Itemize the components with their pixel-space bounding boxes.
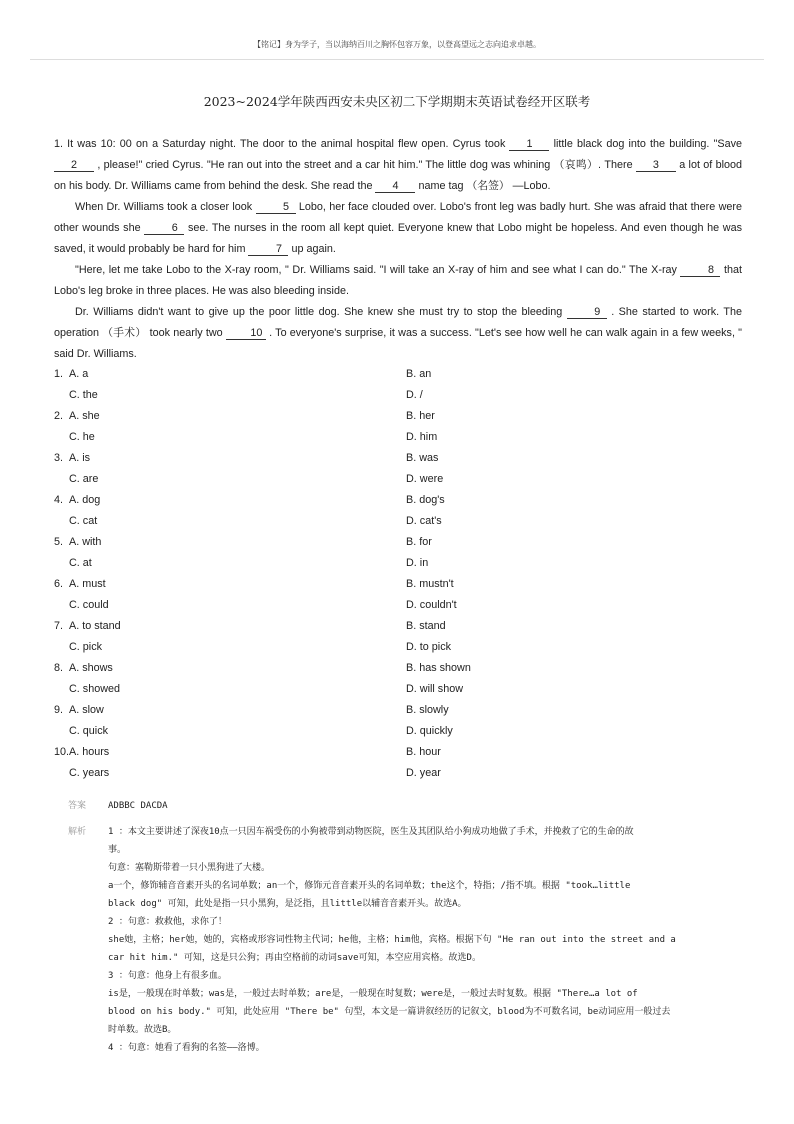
passage-text: Lobo, her face clouded over. Lobo's front leg was badly hurt. She was afraid that there were other wounds she	[54, 201, 742, 234]
question-row	[54, 679, 742, 700]
question-number: 9.	[54, 704, 64, 716]
option-b: B. slowly	[406, 704, 449, 716]
passage-text: up again.	[288, 243, 336, 255]
answer-block	[68, 795, 728, 1057]
analysis-line: she她，主格；her她，她的，宾格或形容词性物主代词；he他，主格；him他，宾格。根据下句 "He ran out into the street and a	[108, 935, 676, 945]
option-c: C. he	[69, 431, 95, 443]
passage-text: When Dr. Williams took a closer look	[75, 201, 256, 213]
option-b: B. stand	[406, 620, 446, 632]
blank-1: 1	[509, 138, 549, 151]
option-a: A. slow	[69, 704, 104, 716]
analysis-body	[108, 823, 728, 1057]
option-c: C. years	[69, 767, 110, 779]
question-number: 3.	[54, 452, 64, 464]
passage	[54, 134, 742, 365]
question-row	[54, 406, 742, 427]
option-b: B. mustn't	[406, 578, 454, 590]
analysis-line: blood on his body." 可知，此处应用 "There be" 句型，本文是一篇讲叙经历的记叙文，blood为不可数名词，be动词应用一般过去	[108, 1007, 671, 1017]
blank-6: 6	[144, 222, 184, 235]
question-row	[54, 616, 742, 637]
analysis-line: 2 ：句意：救救他，求你了！	[108, 917, 227, 927]
option-d: D. couldn't	[406, 599, 457, 611]
blank-9: 9	[567, 306, 607, 319]
option-a: A. hours	[69, 746, 110, 758]
page-title: 2023~2024学年陕西西安未央区初二下学期期末英语试卷经开区联考	[203, 94, 591, 109]
question-number: 10.	[54, 746, 70, 758]
question-row	[54, 595, 742, 616]
question-row	[54, 658, 742, 679]
option-d: D. /	[406, 389, 423, 401]
option-c: C. cat	[69, 515, 98, 527]
option-c: C. could	[69, 599, 109, 611]
options-list	[54, 364, 742, 784]
option-d: D. cat's	[406, 515, 442, 527]
question-row	[54, 532, 742, 553]
passage-text: little black dog into the building. "Save	[549, 138, 742, 150]
passage-paragraph-4	[54, 302, 742, 365]
option-b: B. dog's	[406, 494, 445, 506]
option-a: A. dog	[69, 494, 101, 506]
question-number: 1.	[54, 368, 64, 380]
question-row	[54, 574, 742, 595]
question-number: 5.	[54, 536, 64, 548]
passage-paragraph-3	[54, 260, 742, 302]
question-row	[54, 469, 742, 490]
option-c: C. pick	[69, 641, 102, 653]
header-divider	[30, 59, 764, 60]
question-number: 8.	[54, 662, 64, 674]
option-a: A. shows	[69, 662, 113, 674]
passage-text: a lot of blood on his body. Dr. Williams came from behind the desk. She read the	[54, 159, 742, 192]
option-b: B. for	[406, 536, 432, 548]
option-b: B. an	[406, 368, 432, 380]
question-row	[54, 763, 742, 784]
option-b: B. her	[406, 410, 435, 422]
option-c: C. quick	[69, 725, 109, 737]
blank-10: 10	[226, 327, 266, 340]
analysis-line: is是，一般现在时单数；was是，一般过去时单数；are是，一般现在时复数；were是，一般过去时复数。根据 "There…a lot of	[108, 989, 638, 999]
option-a: A. a	[69, 368, 89, 380]
analysis-line: 1 ：本文主要讲述了深夜10点一只因车祸受伤的小狗被带到动物医院，医生及其团队给小狗成功地做了手术，并挽救了它的生命的故	[108, 827, 634, 837]
question-number: 4.	[54, 494, 64, 506]
passage-text: . To everyone's surprise, it was a success. "Let's see how well he can walk again in a few weeks, " said Dr. Williams.	[54, 327, 743, 360]
analysis-line: car hit him." 可知，这是只公狗；再由空格前的动词save可知，本空应用宾格。故选D。	[108, 953, 481, 963]
blank-8: 8	[680, 264, 720, 277]
passage-text: , please!" cried Cyrus. "He ran out into the street and a car hit him." The little dog was whining （哀鸣）. There	[94, 159, 636, 171]
passage-text: see. The nurses in the room all kept quiet. Everyone knew that Lobo might be hopeless. And even though he was saved, it would probably be hard for him	[54, 222, 743, 255]
analysis-line: a一个，修饰辅音音素开头的名词单数；an一个，修饰元音音素开头的名词单数；the这个，特指；/指不填。根据 "took…little	[108, 881, 631, 891]
blank-4: 4	[375, 180, 415, 193]
header-motto: 【铭记】身为学子，当以海纳百川之胸怀包容万象，以登高望远之志向追求卓越。	[253, 40, 541, 49]
analysis-line: 事。	[108, 845, 127, 855]
question-row	[54, 700, 742, 721]
passage-text: . She started to work. The operation （手术） took nearly two	[54, 306, 742, 339]
option-b: B. hour	[406, 746, 441, 758]
question-row	[54, 427, 742, 448]
option-d: D. were	[406, 473, 444, 485]
question-row	[54, 490, 742, 511]
passage-text: name tag （名签） —Lobo.	[415, 180, 551, 192]
option-a: A. with	[69, 536, 102, 548]
passage-text: that Lobo's leg broke in three places. He was also bleeding inside.	[54, 264, 742, 297]
analysis-line: black dog" 可知，此处是指一只小黑狗，是泛指，且little以辅音音素开头。故选A。	[108, 899, 467, 909]
passage-text: Dr. Williams didn't want to give up the poor little dog. She knew she must try to stop the bleeding	[75, 306, 567, 318]
option-d: D. will show	[406, 683, 463, 695]
question-row	[54, 385, 742, 406]
question-row	[54, 742, 742, 763]
question-row	[54, 553, 742, 574]
analysis-section	[68, 823, 728, 1057]
option-b: B. has shown	[406, 662, 471, 674]
option-b: B. was	[406, 452, 439, 464]
blank-2: 2	[54, 159, 94, 172]
analysis-line: 句意：塞勒斯带着一只小黑狗进了大楼。	[108, 863, 271, 873]
passage-text: 1. It was 10: 00 on a Saturday night. The door to the animal hospital flew open. Cyrus took	[54, 138, 510, 150]
answer-value: ADBBC DACDA	[108, 801, 168, 811]
passage-text: "Here, let me take Lobo to the X-ray room, " Dr. Williams said. "I will take an X-ray of him and see what I can do." The X-ray	[75, 264, 681, 276]
answer-row	[68, 795, 728, 817]
question-number: 6.	[54, 578, 64, 590]
option-c: C. the	[69, 389, 98, 401]
question-number: 2.	[54, 410, 64, 422]
question-row	[54, 364, 742, 385]
analysis-line: 时单数。故选B。	[108, 1025, 177, 1035]
option-a: A. is	[69, 452, 90, 464]
option-d: D. to pick	[406, 641, 452, 653]
option-c: C. showed	[69, 683, 121, 695]
option-d: D. in	[406, 557, 429, 569]
question-row	[54, 637, 742, 658]
passage-paragraph-1	[54, 134, 742, 197]
option-c: C. are	[69, 473, 99, 485]
question-row	[54, 511, 742, 532]
blank-3: 3	[636, 159, 676, 172]
blank-7: 7	[248, 243, 288, 256]
question-number: 7.	[54, 620, 64, 632]
option-c: C. at	[69, 557, 92, 569]
analysis-label: 解析	[68, 827, 87, 837]
analysis-line: 3 ：句意：他身上有很多血。	[108, 971, 227, 981]
option-a: A. must	[69, 578, 106, 590]
question-row	[54, 721, 742, 742]
option-d: D. year	[406, 767, 441, 779]
blank-5: 5	[256, 201, 296, 214]
analysis-line: 4 ：句意：她看了看狗的名签——洛博。	[108, 1043, 265, 1053]
question-row	[54, 448, 742, 469]
answer-label: 答案	[68, 801, 87, 811]
option-d: D. him	[406, 431, 438, 443]
option-d: D. quickly	[406, 725, 453, 737]
option-a: A. to stand	[69, 620, 121, 632]
option-a: A. she	[69, 410, 100, 422]
passage-paragraph-2	[54, 197, 742, 260]
